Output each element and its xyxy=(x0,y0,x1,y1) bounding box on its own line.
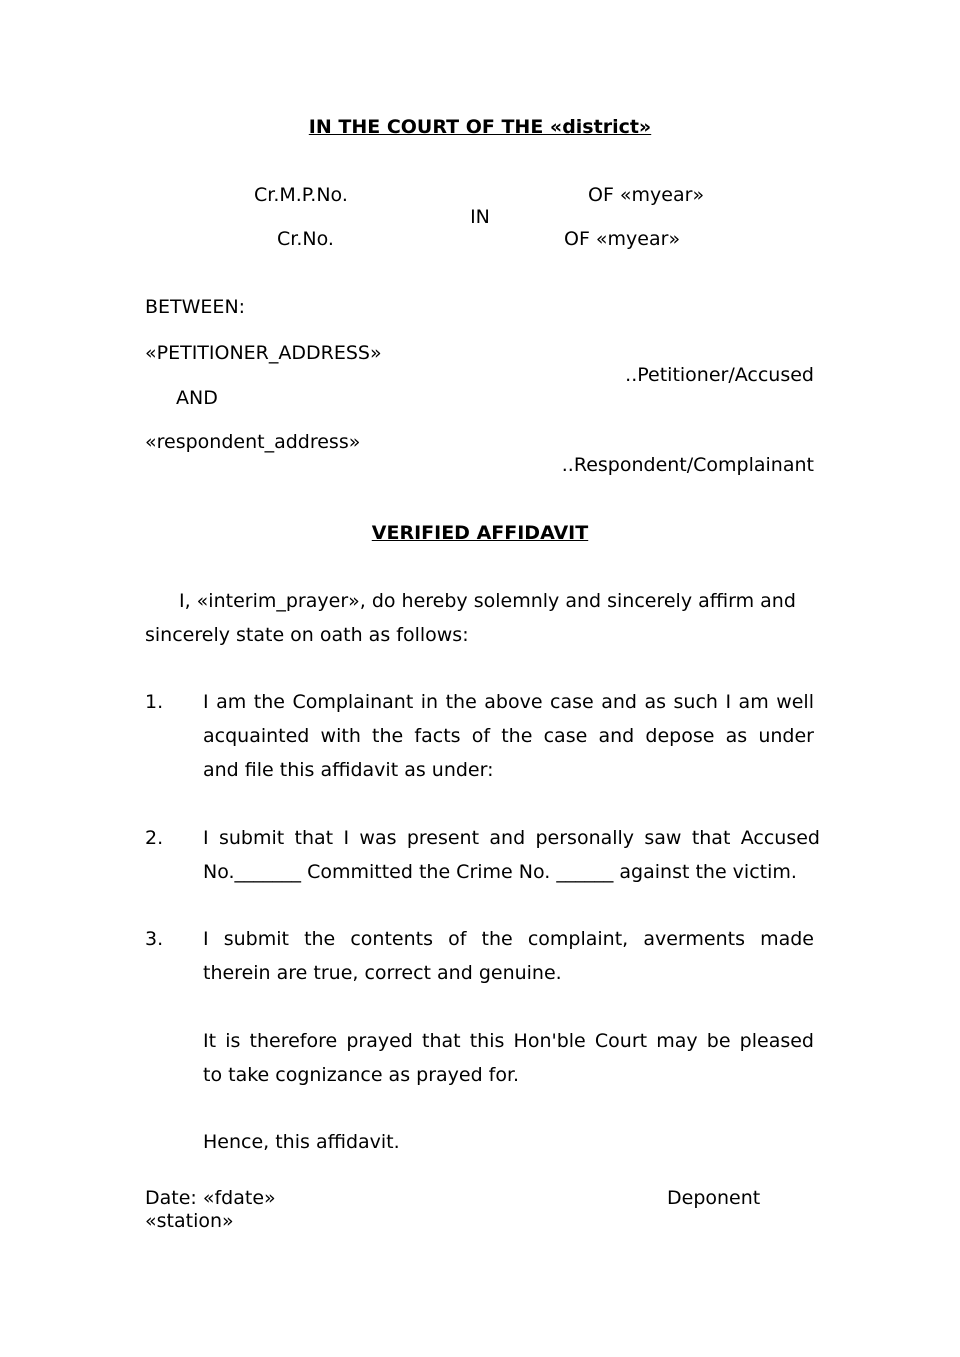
deponent-label: Deponent xyxy=(667,1187,761,1209)
cr-year: OF «myear» xyxy=(564,228,681,250)
intro-line-2: sincerely state on oath as follows: xyxy=(145,624,469,646)
petitioner-address: «PETITIONER_ADDRESS» xyxy=(145,342,382,364)
respondent-address: «respondent_address» xyxy=(145,431,361,453)
item-number: 2. xyxy=(145,827,164,849)
and-label: AND xyxy=(176,387,218,409)
item-1-line-2: acquainted with the facts of the case and depose as under xyxy=(203,725,814,747)
item-2-line-1: I submit that I was present and personally saw that Accused xyxy=(203,827,820,849)
closing-statement: Hence, this affidavit. xyxy=(203,1131,400,1153)
date-field: Date: «fdate» xyxy=(145,1187,276,1209)
respondent-role: ..Respondent/Complainant xyxy=(561,454,814,476)
item-3-line-2: therein are true, correct and genuine. xyxy=(203,962,562,984)
in-label: IN xyxy=(470,206,490,228)
crmp-year: OF «myear» xyxy=(588,184,705,206)
item-2-line-2: No._______ Committed the Crime No. ______ against the victim. xyxy=(203,861,797,883)
station-field: «station» xyxy=(145,1210,234,1232)
crmp-label: Cr.M.P.No. xyxy=(254,184,348,206)
cr-label: Cr.No. xyxy=(277,228,334,250)
between-label: BETWEEN: xyxy=(145,296,246,318)
item-3-line-1: I submit the contents of the complaint, averments made xyxy=(203,928,814,950)
prayer-line-1: It is therefore prayed that this Hon'ble Court may be pleased xyxy=(203,1030,814,1052)
item-1-line-3: and file this affidavit as under: xyxy=(203,759,494,781)
intro-line-1: I, «interim_prayer», do hereby solemnly and sincerely affirm and xyxy=(179,590,796,612)
affidavit-title: VERIFIED AFFIDAVIT xyxy=(371,522,589,544)
prayer-line-2: to take cognizance as prayed for. xyxy=(203,1064,520,1086)
item-1-line-1: I am the Complainant in the above case and as such I am well xyxy=(203,691,814,713)
petitioner-role: ..Petitioner/Accused xyxy=(625,364,814,386)
item-number: 1. xyxy=(145,691,164,713)
court-title: IN THE COURT OF THE «district» xyxy=(308,116,652,138)
item-number: 3. xyxy=(145,928,164,950)
